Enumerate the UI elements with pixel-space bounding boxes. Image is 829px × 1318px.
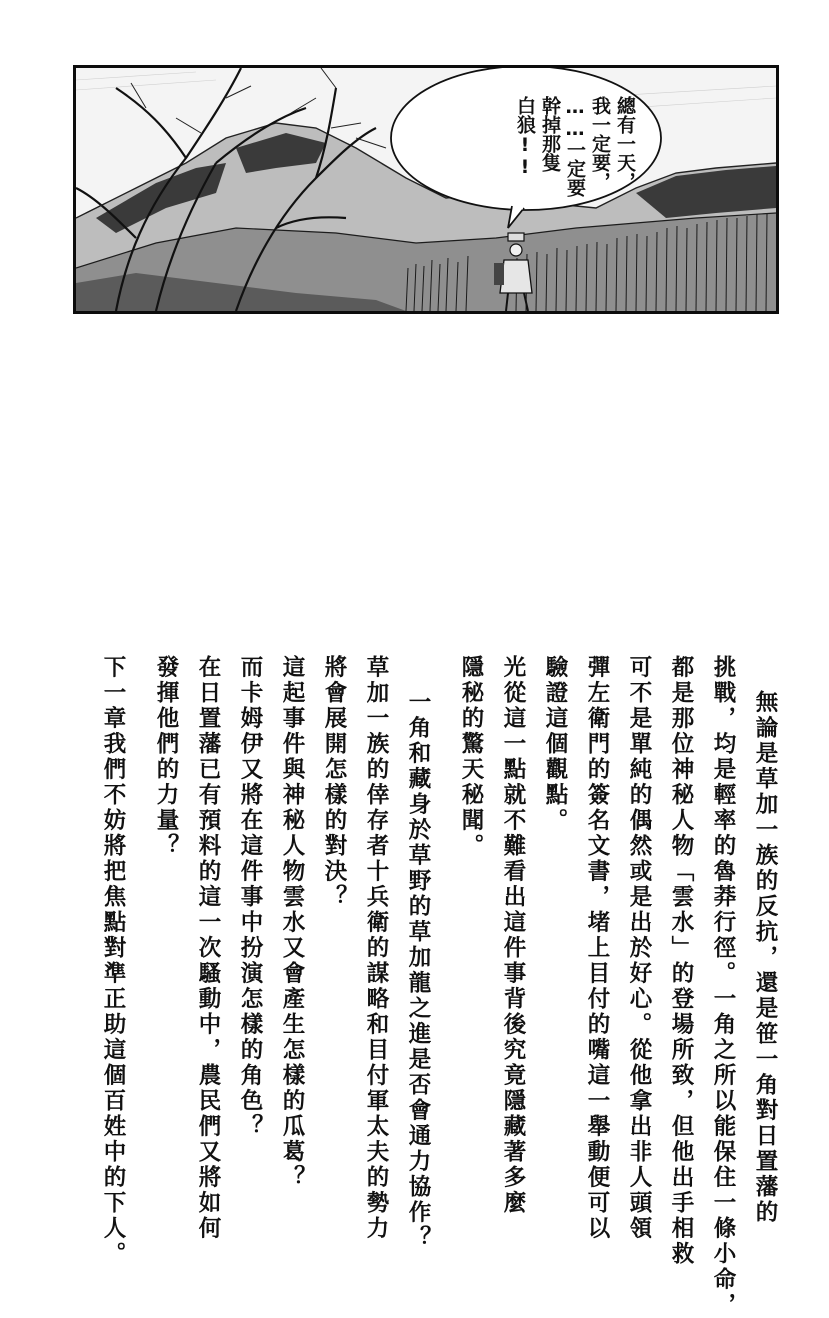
speech-line: 幹掉那隻 bbox=[539, 96, 561, 172]
narration-line: 彈左衛門的簽名文書，堵上目付的嘴這一舉動便可以 bbox=[584, 655, 610, 1242]
speech-line: 總有一天， bbox=[614, 96, 636, 191]
narration-line: 無論是草加一族的反抗，還是笹一角對日置藩的 bbox=[752, 690, 778, 1226]
narration-line: 在日置藩已有預料的這一次騷動中，農民們又將如何 bbox=[195, 655, 221, 1242]
speech-line: 我一定要， bbox=[589, 96, 611, 191]
narration-line: 下一章我們不妨將把焦點對準正助這個百姓中的下人。 bbox=[100, 655, 126, 1267]
narration-line: 挑戰，均是輕率的魯莽行徑。一角之所以能保住一條小命， bbox=[710, 655, 736, 1318]
speech-bubble bbox=[456, 96, 656, 226]
narration-line: 而卡姆伊又將在這件事中扮演怎樣的角色？ bbox=[237, 655, 263, 1140]
narration-line: 草加一族的倖存者十兵衛的謀略和目付軍太夫的勢力 bbox=[363, 655, 389, 1242]
mountain-landscape-illustration bbox=[76, 68, 776, 311]
speech-line: 白狼!! bbox=[514, 96, 536, 178]
narration-line: 一角和藏身於草野的草加龍之進是否會通力協作？ bbox=[405, 690, 431, 1251]
manga-panel bbox=[73, 65, 779, 314]
narration-line: 將會展開怎樣的對決？ bbox=[321, 655, 347, 910]
narration-line: 這起事件與神秘人物雲水又會產生怎樣的瓜葛？ bbox=[279, 655, 305, 1191]
narration-line: 都是那位神秘人物「雲水」的登場所致，但他出手相救 bbox=[668, 655, 694, 1267]
speech-line: ……一定要 bbox=[564, 96, 586, 197]
narration-line: 隱秘的驚天秘聞。 bbox=[458, 655, 484, 859]
narration-line: 發揮他們的力量？ bbox=[153, 655, 179, 859]
narration-line: 驗證這個觀點。 bbox=[542, 655, 568, 834]
narration-line: 可不是單純的偶然或是出於好心。從他拿出非人頭領 bbox=[626, 655, 652, 1242]
narration-line: 光從這一點就不難看出這件事背後究竟隱藏著多麼 bbox=[500, 655, 526, 1216]
